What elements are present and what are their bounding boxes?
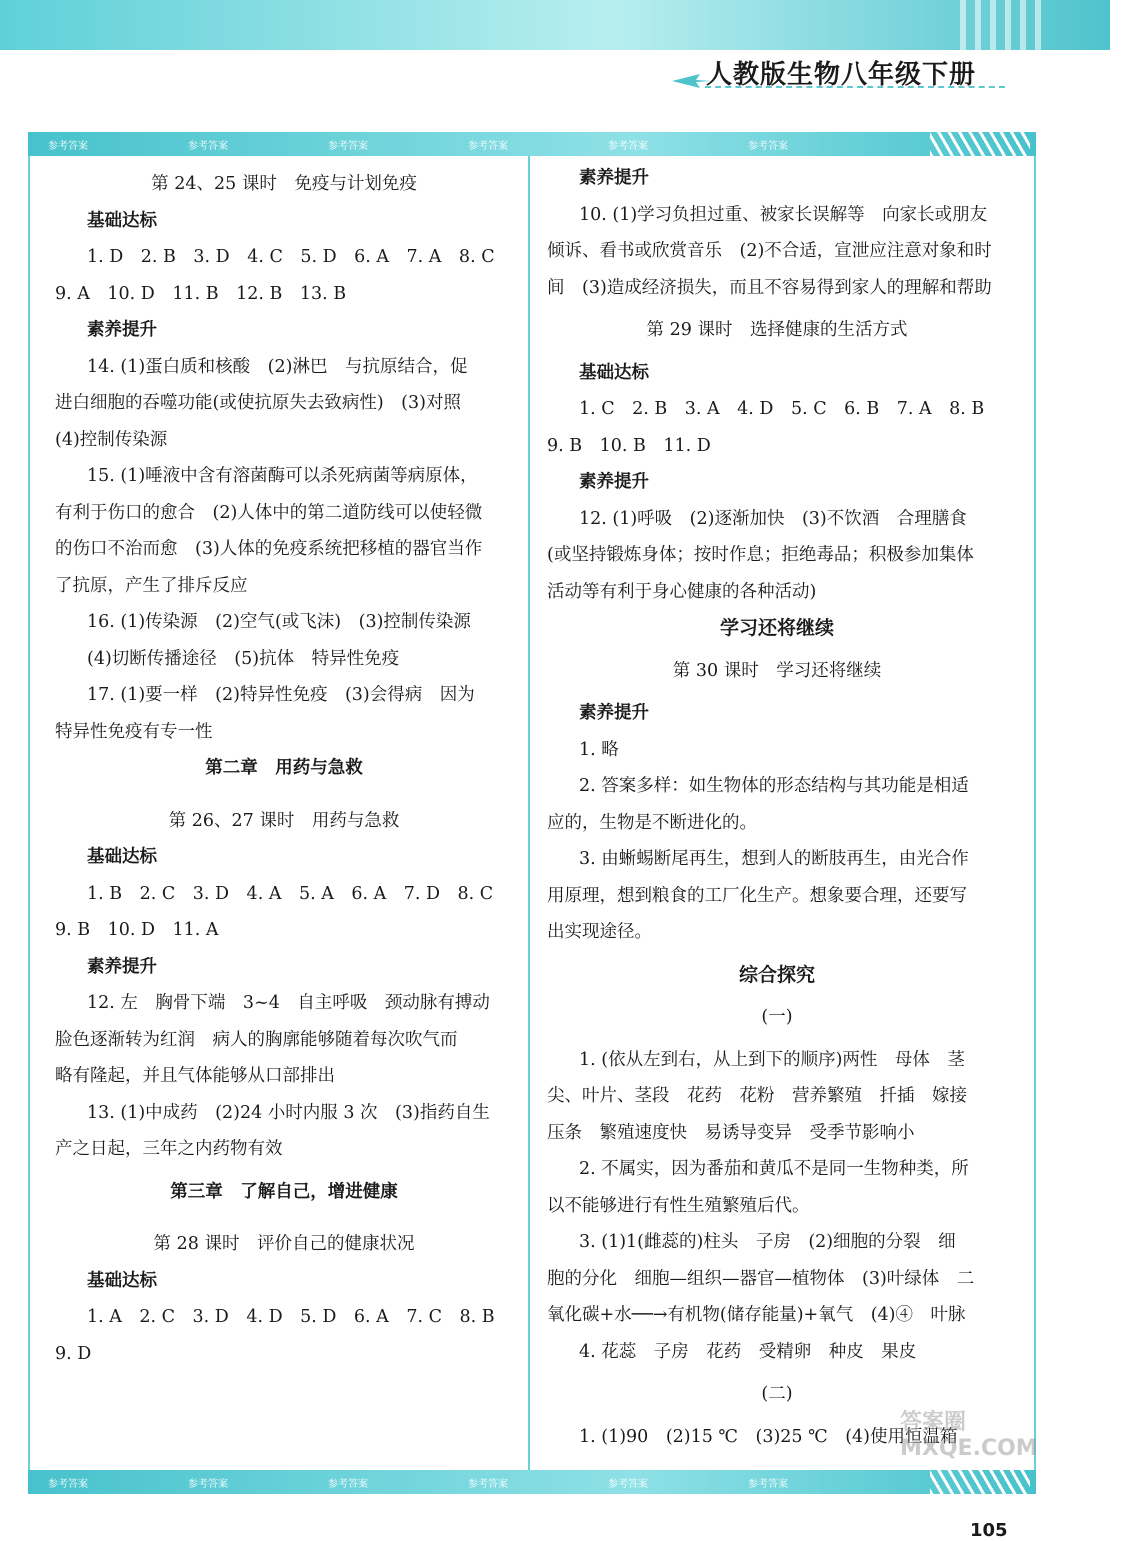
page-title: 人教版生物八年级下册 (705, 60, 976, 90)
text-line: 16. (1)传染源 (2)空气(或飞沫) (3)控制传染源 (87, 612, 471, 632)
band-label: 参考答案 (748, 141, 788, 152)
text-line: 压条 繁殖速度快 易诱导变异 受季节影响小 (547, 1122, 915, 1143)
right-column (547, 160, 1007, 1455)
text-line: 产之日起，三年之内药物有效 (55, 1139, 283, 1159)
band-label: 参考答案 (328, 1479, 368, 1490)
left-column (55, 160, 513, 1372)
text-line: 3. 由蜥蜴断尾再生，想到人的断肢再生，由光合作 (579, 849, 969, 869)
band-label: 参考答案 (328, 141, 368, 152)
text-line: 第二章 用药与急救 (205, 758, 363, 778)
text-line: 9. D (55, 1343, 92, 1364)
text-line: 10. (1)学习负担过重、被家长误解等 向家长或朋友 (579, 204, 988, 225)
text-line: 3. (1)1(雌蕊的)柱头 子房 (2)细胞的分裂 细 (579, 1232, 956, 1252)
text-line: 素养提升 (579, 472, 649, 492)
text-line: 特异性免疫有专一性 (55, 721, 213, 742)
text-line: 1. C 2. B 3. A 4. D 5. C 6. B 7. A 8. B (579, 399, 985, 419)
panel-top-band (28, 132, 1036, 156)
text-line: 素养提升 (579, 168, 649, 188)
band-label: 参考答案 (48, 141, 88, 152)
text-line: 基础达标 (87, 1270, 157, 1291)
text-line: 有利于伤口的愈合 (2)人体中的第二道防线可以使轻微 (55, 502, 483, 523)
band-label: 参考答案 (48, 1479, 88, 1490)
text-line: 1. B 2. C 3. D 4. A 5. A 6. A 7. D 8. C (87, 883, 494, 904)
text-line: 9. B 10. B 11. D (547, 435, 711, 456)
text-line: 间 (3)造成经济损失，而且不容易得到家人的理解和帮助 (547, 277, 992, 298)
panel-bottom-band (28, 1470, 1036, 1494)
text-line: 基础达标 (87, 210, 157, 231)
band-label: 参考答案 (748, 1479, 788, 1490)
text-line: (二) (761, 1384, 793, 1404)
text-line: 以不能够进行有性生殖繁殖后代。 (547, 1195, 810, 1216)
text-line: 第 29 课时 选择健康的生活方式 (646, 320, 908, 340)
text-line: 1. D 2. B 3. D 4. C 5. D 6. A 7. A 8. C (87, 247, 495, 267)
header-divider (705, 86, 1005, 88)
text-line: 了抗原，产生了排斥反应 (55, 575, 248, 596)
text-line: 17. (1)要一样 (2)特异性免疫 (3)会得病 因为 (87, 685, 475, 705)
band-label: 参考答案 (468, 1479, 508, 1490)
text-line: 脸色逐渐转为红润 病人的胸廓能够随着每次吹气而 (55, 1029, 458, 1050)
text-line: 2. 答案多样：如生物体的形态结构与其功能是相适 (579, 776, 969, 796)
text-line: 9. A 10. D 11. B 12. B 13. B (55, 283, 347, 304)
page-number: 105 (970, 1520, 1008, 1541)
text-line: 基础达标 (579, 362, 649, 383)
text-line: 第 30 课时 学习还将继续 (672, 660, 882, 681)
text-line: 活动等有利于身心健康的各种活动) (547, 581, 817, 602)
text-line: 略有隆起，并且气体能够从口部排出 (55, 1066, 335, 1086)
text-line: 素养提升 (579, 703, 649, 723)
text-line: 进白细胞的吞噬功能(或使抗原失去致病性) (3)对照 (55, 393, 461, 413)
text-line: 素养提升 (87, 320, 157, 340)
text-line: 15. (1)唾液中含有溶菌酶可以杀死病菌等病原体， (87, 466, 478, 486)
text-line: (4)控制传染源 (55, 429, 168, 450)
column-divider (528, 156, 530, 1470)
text-line: 9. B 10. D 11. A (55, 920, 219, 940)
text-line: 第 24、25 课时 免疫与计划免疫 (151, 174, 417, 194)
text-line: 倾诉、看书或欣赏音乐 (2)不合适，宣泄应注意对象和时 (547, 241, 992, 261)
text-line: 胞的分化 细胞—组织—器官—植物体 (3)叶绿体 二 (547, 1268, 975, 1289)
text-line: 的伤口不治而愈 (3)人体的免疫系统把移植的器官当作 (55, 539, 483, 559)
text-line: 基础达标 (87, 847, 157, 867)
band-label: 参考答案 (188, 1479, 228, 1490)
text-line: 1. 略 (579, 739, 619, 760)
text-line: 综合探究 (738, 963, 815, 986)
band-label: 参考答案 (608, 1479, 648, 1490)
text-line: 应的，生物是不断进化的。 (547, 812, 757, 833)
text-line: 12. 左 胸骨下端 3~4 自主呼吸 颈动脉有搏动 (87, 993, 490, 1013)
text-line: (或坚持锻炼身体；按时作息；拒绝毒品；积极参加集体 (547, 545, 974, 565)
text-line: 出实现途径。 (547, 922, 652, 942)
text-line: 素养提升 (87, 956, 157, 977)
text-line: 13. (1)中成药 (2)24 小时内服 3 次 (3)指药自生 (87, 1102, 490, 1123)
band-label: 参考答案 (608, 141, 648, 152)
text-line: 尖、叶片、茎段 花药 花粉 营养繁殖 扦插 嫁接 (547, 1086, 967, 1106)
text-line: 第 26、27 课时 用药与急救 (168, 810, 400, 831)
text-line: 12. (1)呼吸 (2)逐渐加快 (3)不饮酒 合理膳食 (579, 508, 967, 529)
text-line: 第 28 课时 评价自己的健康状况 (153, 1234, 415, 1254)
text-line: 用原理，想到粮食的工厂化生产。想象要合理，还要写 (547, 885, 967, 906)
text-line: 氧化碳+水──→有机物(储存能量)+氧气 (4)④ 叶脉 (547, 1305, 966, 1325)
band-label: 参考答案 (468, 141, 508, 152)
text-line: 1. (1)90 (2)15 ℃ (3)25 ℃ (4)使用恒温箱 (579, 1426, 958, 1447)
text-line: 2. 不属实，因为番茄和黄瓜不是同一生物种类，所 (579, 1159, 969, 1179)
text-line: (一) (761, 1007, 793, 1027)
text-line: 1. (依从左到右，从上到下的顺序)两性 母体 茎 (579, 1049, 965, 1070)
watermark: 答案圈 MXQE.COM (900, 1410, 1038, 1461)
text-line: 14. (1)蛋白质和核酸 (2)淋巴 与抗原结合，促 (87, 356, 468, 377)
band-label: 参考答案 (188, 141, 228, 152)
text-line: (4)切断传播途径 (5)抗体 特异性免疫 (87, 648, 400, 669)
top-decorative-banner (0, 0, 1110, 50)
text-line: 1. A 2. C 3. D 4. D 5. D 6. A 7. C 8. B (87, 1307, 495, 1327)
text-line: 4. 花蕊 子房 花药 受精卵 种皮 果皮 (579, 1341, 917, 1362)
text-line: 学习还将继续 (719, 617, 834, 639)
text-line: 第三章 了解自己，增进健康 (170, 1181, 398, 1202)
